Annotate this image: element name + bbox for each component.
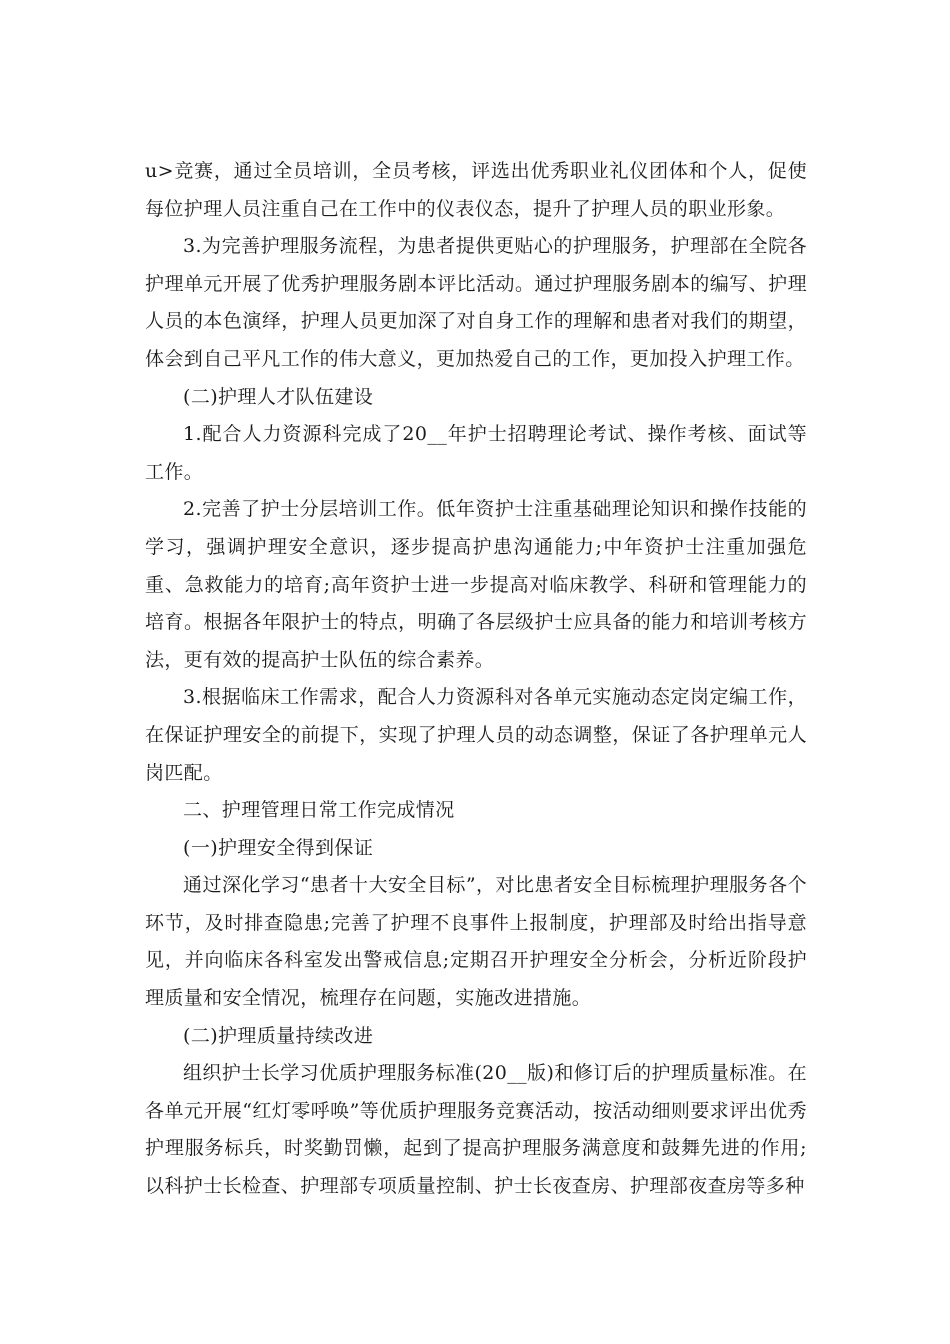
- subsection-heading-safety: (一)护理安全得到保证: [183, 836, 374, 859]
- paragraph-service-script-contest: 3.为完善护理服务流程，为患者提供更贴心的护理服务，护理部在全院各护理单元开展了优秀护理服务剧本评比活动。通过护理服务剧本的编写、护理人员的本色演绎，护理人员更加深了对自身工作的理解和患者对我们的期望，体会到自己平凡工作的伟大意义，更加热爱自己的工作，更加投入护理工作。: [145, 235, 807, 370]
- paragraph-quality-improvement: 组织护士长学习优质护理服务标准(20__版)和修订后的护理质量标准。在各单元开展“红灯零呼唤”等优质护理服务竞赛活动，按活动细则要求评出优秀护理服务标兵，时奖勤罚懒，起到了提高护理服务满意度和鼓舞先进的作用;以科护士长检查、护理部专项质量控制、护士长夜查房、护理部夜查房等多种: [145, 1062, 807, 1198]
- document-body: [145, 153, 807, 1206]
- paragraph-etiquette-contest-continued: u>竞赛，通过全员培训，全员考核，评选出优秀职业礼仪团体和个人，促使每位护理人员注重自己在工作中的仪表仪态，提升了护理人员的职业形象。: [145, 160, 807, 220]
- paragraph-staffing-adjustment: 3.根据临床工作需求，配合人力资源科对各单元实施动态定岗定编工作，在保证护理安全的前提下，实现了护理人员的动态调整，保证了各护理单元人岗匹配。: [145, 686, 807, 784]
- section-heading-talent-team: (二)护理人才队伍建设: [183, 385, 374, 408]
- paragraph-recruitment: 1.配合人力资源科完成了20__年护士招聘理论考试、操作考核、面试等工作。: [145, 423, 807, 483]
- paragraph-tiered-training: 2.完善了护士分层培训工作。低年资护士注重基础理论知识和操作技能的学习，强调护理安全意识，逐步提高护患沟通能力;中年资护士注重加强危重、急救能力的培育;高年资护士进一步提高对临床教学、科研和管理能力的培育。根据各年限护士的特点，明确了各层级护士应具备的能力和培训考核方法，更有效的提高护士队伍的综合素养。: [145, 498, 807, 671]
- paragraph-safety-goals: 通过深化学习“患者十大安全目标”，对比患者安全目标梳理护理服务各个环节，及时排查隐患;完善了护理不良事件上报制度，护理部及时给出指导意见，并向临床各科室发出警戒信息;定期召开护理安全分析会，分析近阶段护理质量和安全情况，梳理存在问题，实施改进措施。: [145, 874, 807, 1010]
- section-heading-daily-work: 二、护理管理日常工作完成情况: [183, 799, 455, 822]
- subsection-heading-quality: (二)护理质量持续改进: [183, 1024, 374, 1047]
